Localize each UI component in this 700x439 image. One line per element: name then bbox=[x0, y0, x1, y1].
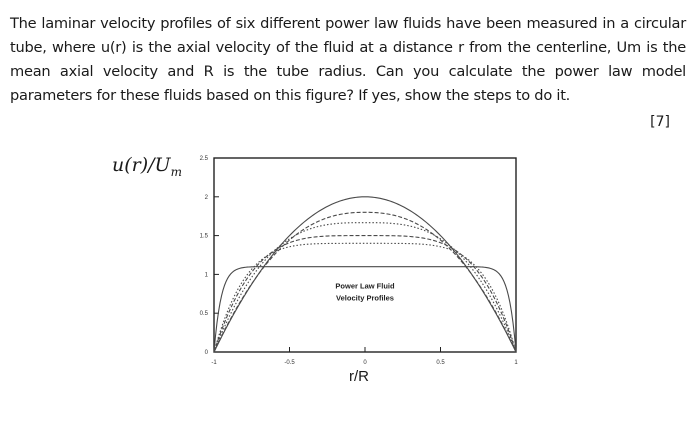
chart-annotation: Velocity Profiles bbox=[336, 293, 394, 303]
velocity-profile-series bbox=[214, 197, 516, 352]
y-axis-label-subscript: m bbox=[170, 164, 182, 179]
marks-label: [7] bbox=[650, 114, 670, 130]
x-tick-label: 1 bbox=[514, 360, 518, 366]
question-line: The laminar velocity profiles of six different power law fluids have been measured in a circular bbox=[10, 15, 686, 32]
x-axis-label: r/R bbox=[349, 368, 369, 385]
plot-frame bbox=[214, 158, 516, 352]
y-axis-label-main: u(r)/U bbox=[112, 154, 171, 176]
y-tick-label: 0.5 bbox=[199, 311, 208, 318]
y-tick-label: 1.5 bbox=[199, 233, 208, 240]
x-tick-label: 0.5 bbox=[436, 360, 445, 366]
y-tick-label: 1 bbox=[204, 272, 208, 279]
question-line: mean axial velocity and R is the tube radius. Can you calculate the power law model bbox=[10, 63, 686, 80]
x-tick-label: -1 bbox=[211, 360, 217, 366]
x-tick-label: -0.5 bbox=[284, 360, 295, 366]
y-tick-label: 2.5 bbox=[199, 156, 208, 162]
question-line: parameters for these fluids based on this figure? If yes, show the steps to do it. bbox=[10, 87, 571, 104]
y-tick-label: 2 bbox=[204, 194, 208, 201]
velocity-profile-series bbox=[214, 267, 516, 352]
x-tick-label: 0 bbox=[363, 360, 367, 366]
chart-annotation: Power Law Fluid bbox=[335, 281, 395, 291]
y-tick-label: 0 bbox=[204, 350, 208, 356]
question-line: tube, where u(r) is the axial velocity of the fluid at a distance r from the centerline, Um is the bbox=[10, 39, 686, 56]
